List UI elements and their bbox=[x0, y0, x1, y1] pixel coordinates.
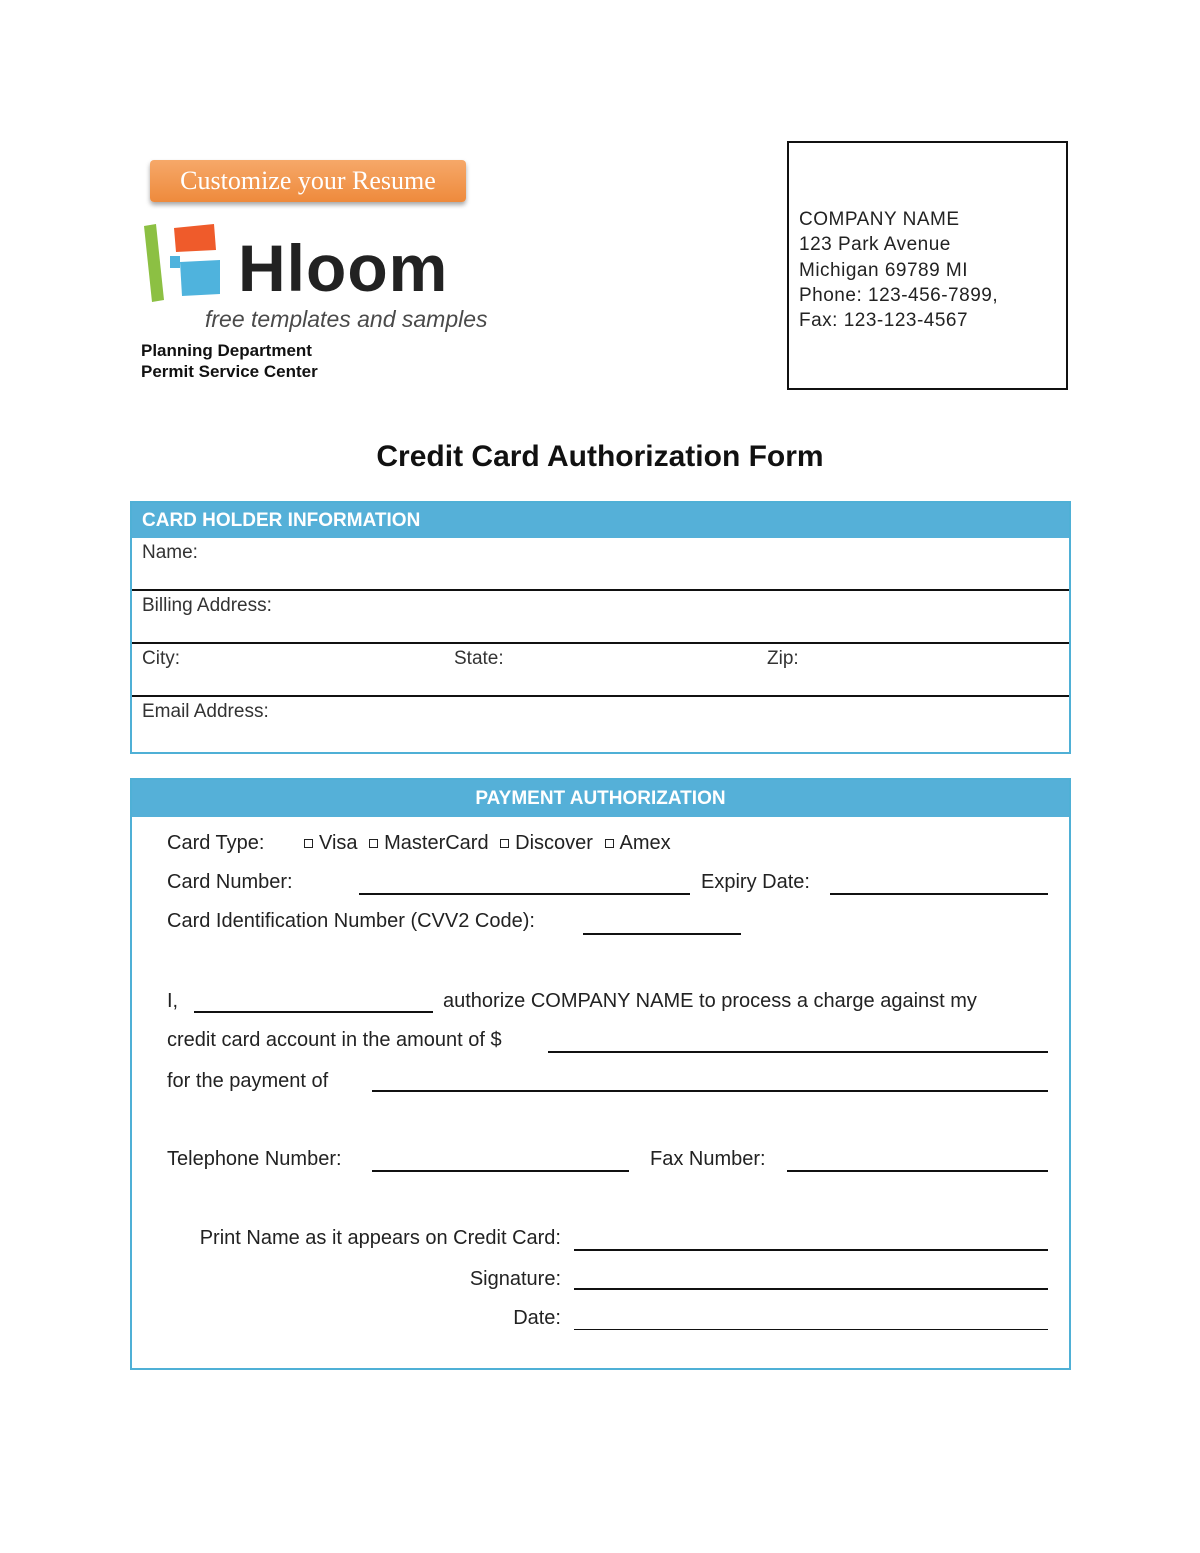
card-holder-section bbox=[130, 501, 1071, 754]
card-number-label: Card Number: bbox=[167, 871, 293, 893]
telephone-field[interactable] bbox=[372, 1170, 629, 1172]
card-holder-heading: CARD HOLDER INFORMATION bbox=[132, 503, 1069, 538]
fax-number-label: Fax Number: bbox=[650, 1148, 766, 1170]
department-block bbox=[141, 340, 318, 382]
signature-label: Signature: bbox=[469, 1268, 561, 1290]
state-label: State: bbox=[454, 648, 504, 669]
city-label: City: bbox=[142, 648, 180, 669]
logo-tagline: free templates and samples bbox=[205, 306, 488, 332]
card-type-mastercard[interactable]: MasterCard bbox=[369, 832, 488, 854]
signature-field[interactable] bbox=[574, 1288, 1048, 1290]
billing-address-row[interactable] bbox=[132, 591, 1069, 644]
city-state-zip-row[interactable] bbox=[132, 644, 1069, 697]
authorization-text: authorize COMPANY NAME to process a charge against my bbox=[443, 990, 977, 1012]
telephone-label: Telephone Number: bbox=[167, 1148, 342, 1170]
card-number-field[interactable] bbox=[359, 893, 690, 895]
company-street: 123 Park Avenue bbox=[799, 234, 951, 256]
date-field[interactable] bbox=[574, 1329, 1048, 1330]
card-type-discover[interactable]: Discover bbox=[500, 832, 593, 854]
checkbox-icon bbox=[500, 839, 509, 848]
payment-section bbox=[130, 778, 1071, 1370]
authorizer-name-field[interactable] bbox=[194, 1011, 433, 1013]
company-city-state: Michigan 69789 MI bbox=[799, 259, 969, 281]
payment-heading: PAYMENT AUTHORIZATION bbox=[132, 780, 1069, 817]
customize-resume-banner[interactable]: Customize your Resume bbox=[150, 160, 466, 202]
card-type-amex[interactable]: Amex bbox=[605, 832, 671, 854]
email-label: Email Address: bbox=[142, 701, 269, 722]
billing-address-label: Billing Address: bbox=[142, 595, 272, 616]
department-name: Planning Department bbox=[141, 341, 312, 360]
expiry-date-field[interactable] bbox=[830, 893, 1048, 895]
expiry-date-label: Expiry Date: bbox=[701, 871, 810, 893]
fax-number-field[interactable] bbox=[787, 1170, 1048, 1172]
zip-label: Zip: bbox=[767, 648, 799, 669]
checkbox-icon bbox=[369, 839, 378, 848]
amount-label: credit card account in the amount of $ bbox=[167, 1029, 502, 1051]
card-type-options bbox=[304, 832, 677, 855]
checkbox-icon bbox=[605, 839, 614, 848]
hloom-logo-icon bbox=[140, 222, 222, 304]
service-center-name: Permit Service Center bbox=[141, 362, 318, 381]
payment-for-field[interactable] bbox=[372, 1090, 1048, 1092]
cvv-field[interactable] bbox=[583, 933, 741, 935]
name-row[interactable] bbox=[132, 538, 1069, 591]
company-fax: Fax: 123-123-4567 bbox=[799, 310, 969, 332]
print-name-field[interactable] bbox=[574, 1249, 1048, 1251]
logo-wordmark: Hloom bbox=[238, 231, 449, 305]
print-name-label: Print Name as it appears on Credit Card: bbox=[199, 1227, 561, 1249]
card-type-label: Card Type: bbox=[167, 832, 265, 854]
amount-field[interactable] bbox=[548, 1051, 1048, 1053]
form-title: Credit Card Authorization Form bbox=[376, 440, 824, 473]
auth-i-label: I, bbox=[167, 990, 179, 1012]
company-address-box bbox=[787, 141, 1068, 390]
date-label: Date: bbox=[513, 1307, 561, 1329]
company-name: COMPANY NAME bbox=[799, 209, 960, 230]
payment-for-label: for the payment of bbox=[167, 1070, 329, 1092]
cvv-label: Card Identification Number (CVV2 Code): bbox=[167, 910, 535, 932]
checkbox-icon bbox=[304, 839, 313, 848]
email-row[interactable] bbox=[132, 697, 1069, 750]
card-type-visa[interactable]: Visa bbox=[304, 832, 358, 854]
name-label: Name: bbox=[142, 542, 198, 563]
company-phone: Phone: 123-456-7899, bbox=[799, 284, 999, 306]
